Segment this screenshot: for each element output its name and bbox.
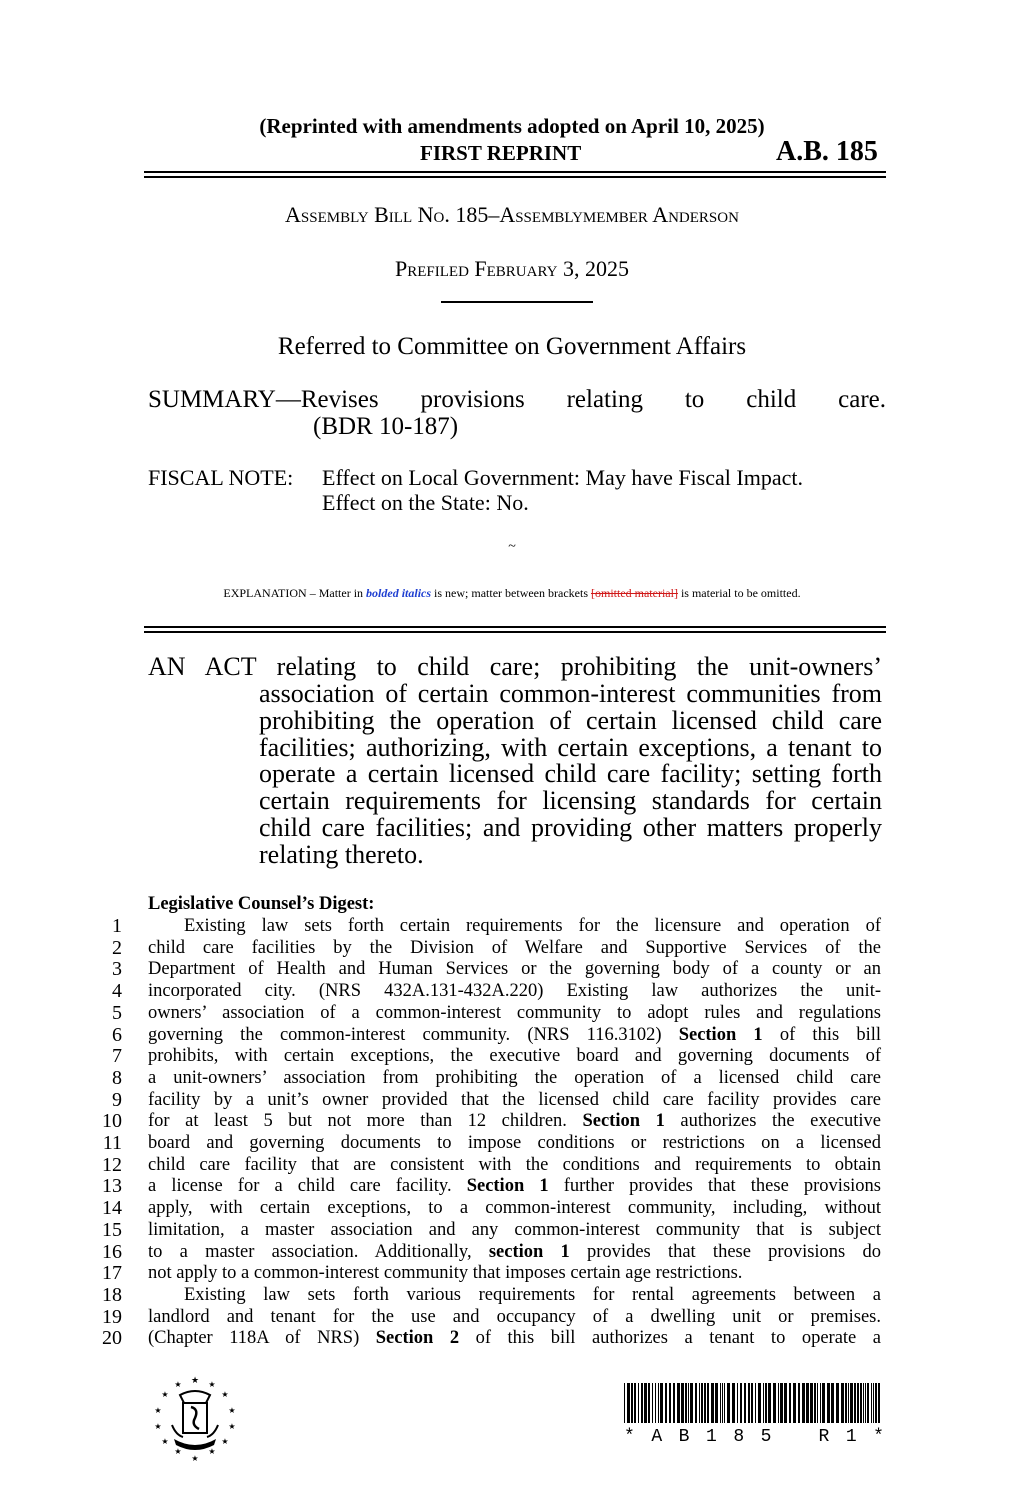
digest-text: prohibits, with certain exceptions, the executive board and governing documents of <box>148 1046 881 1067</box>
digest-text: landlord and tenant for the use and occupancy of a dwelling unit or premises. <box>148 1306 881 1327</box>
barcode-bar <box>780 1383 783 1423</box>
digest-line <box>148 981 881 1003</box>
digest-line <box>148 1133 881 1155</box>
barcode-bar <box>845 1383 847 1423</box>
section-reference: Section 1 <box>582 1111 665 1132</box>
explanation-text: is new; matter between brackets <box>431 586 591 600</box>
digest-text: owners’ association of a common-interest community to adopt rules and regulations <box>148 1002 881 1023</box>
barcode-bar <box>773 1383 776 1423</box>
svg-text:★: ★ <box>228 1422 236 1431</box>
barcode-bar <box>806 1383 809 1423</box>
digest-line-number: 19 <box>102 1305 122 1328</box>
barcode-bar <box>875 1383 877 1423</box>
barcode-bar <box>669 1383 671 1423</box>
barcode-bar <box>638 1383 639 1423</box>
digest-text: authorizes the executive <box>664 1111 881 1132</box>
committee-referral: Referred to Committee on Government Affairs <box>277 333 747 360</box>
digest-text: of this bill authorizes a tenant to operate a <box>459 1328 881 1349</box>
barcode-bar <box>624 1383 625 1423</box>
svg-text:★: ★ <box>221 1437 229 1446</box>
explanation-text: is material to be omitted. <box>677 586 801 600</box>
explanation-rule-bottom <box>144 631 886 633</box>
barcode-bar <box>817 1383 818 1423</box>
digest-line-number: 6 <box>112 1023 122 1046</box>
barcode-bar <box>724 1383 725 1423</box>
explanation-rule-top <box>144 626 886 628</box>
digest-line <box>184 916 881 938</box>
barcode-bar <box>836 1383 839 1423</box>
header-rule-top <box>144 171 886 173</box>
barcode-bar <box>658 1383 659 1423</box>
digest-line <box>184 1285 881 1307</box>
barcode-bar <box>677 1383 680 1423</box>
digest-text: a license for a child care facility. <box>148 1176 467 1197</box>
explanation-text: EXPLANATION – Matter in <box>223 586 367 600</box>
digest-line-number: 20 <box>102 1327 122 1350</box>
barcode-char: 1 <box>845 1427 857 1447</box>
tilde-mark: ~ <box>508 539 516 554</box>
barcode-bar <box>755 1383 756 1423</box>
barcode-bar <box>699 1383 700 1423</box>
barcode-bar <box>681 1383 684 1423</box>
barcode-bar <box>722 1383 723 1423</box>
digest-line <box>148 1263 881 1285</box>
digest-line-number: 18 <box>102 1283 122 1306</box>
summary-word: to <box>684 386 705 413</box>
svg-text:★: ★ <box>154 1422 162 1431</box>
barcode-bar <box>732 1383 735 1423</box>
barcode-bar <box>634 1383 636 1423</box>
barcode-char: R <box>818 1427 830 1447</box>
barcode-char: * <box>624 1427 635 1447</box>
digest-line-number: 10 <box>102 1110 122 1133</box>
svg-text:★: ★ <box>208 1447 216 1456</box>
svg-text:★: ★ <box>191 1454 199 1463</box>
digest-line <box>148 1176 881 1198</box>
short-divider <box>441 301 593 303</box>
summary-bdr: (BDR 10-187) <box>313 413 459 440</box>
header-rule-bottom <box>144 176 886 178</box>
digest-text: to a master association. Additionally, <box>148 1241 489 1262</box>
digest-line-number: 5 <box>112 1001 122 1024</box>
digest-line <box>148 1068 881 1090</box>
reprint-note: (Reprinted with amendments adopted on April 10, 2025) <box>259 114 765 138</box>
digest-title: Legislative Counsel’s Digest: <box>148 894 375 914</box>
barcode-bar <box>789 1383 791 1423</box>
digest-line-number: 1 <box>112 915 122 937</box>
barcode-bar <box>690 1383 693 1423</box>
barcode-bar <box>648 1383 650 1423</box>
barcode-bar <box>784 1383 787 1423</box>
prefiled-date: Prefiled February 3, 2025 <box>395 256 629 281</box>
barcode-bar <box>827 1383 830 1423</box>
digest-line-number: 14 <box>102 1197 122 1220</box>
digest-line <box>148 1111 881 1133</box>
barcode-bar <box>814 1383 816 1423</box>
barcode-bar <box>798 1383 800 1423</box>
digest-text: limitation, a master association and any common-interest community that is subject <box>148 1219 881 1240</box>
digest-line <box>148 1307 881 1329</box>
svg-text:★: ★ <box>174 1380 182 1389</box>
digest-text: child care facilities by the Division of Welfare and Supportive Services of the <box>148 937 881 958</box>
barcode-text <box>624 1427 884 1447</box>
summary-word: care. <box>838 386 886 413</box>
digest-line-number: 4 <box>112 980 122 1003</box>
barcode-bar <box>848 1383 849 1423</box>
svg-text:★: ★ <box>190 1375 200 1385</box>
barcode-bar <box>863 1383 864 1423</box>
svg-text:★: ★ <box>154 1406 162 1415</box>
barcode-char: * <box>873 1427 884 1447</box>
digest-line <box>148 1090 881 1112</box>
barcode-bar <box>878 1383 880 1423</box>
digest-line <box>148 938 881 960</box>
barcode-bar <box>820 1383 821 1423</box>
barcode-bar <box>751 1383 753 1423</box>
barcode-bar <box>810 1383 813 1423</box>
omitted-matter-sample: [omitted material] <box>590 586 678 600</box>
summary-word: relating <box>566 386 643 413</box>
barcode-bar <box>867 1383 869 1423</box>
digest-line-number: 15 <box>102 1218 122 1241</box>
barcode-bar <box>740 1383 742 1423</box>
digest-text: facility by a unit’s owner provided that the licensed child care facility provides care <box>148 1089 881 1110</box>
act-title-first-line: AN ACT relating to child care; prohibiting the unit-owners’ <box>148 652 882 681</box>
barcode-gap <box>788 1427 802 1447</box>
bill-title-line: Assembly Bill No. 185–Assemblymember Anderson <box>285 202 739 227</box>
act-title-body: association of certain common-interest communities from prohibiting the operation of certain licensed child care facilities; authorizing, with certain exceptions, a tenant to operate a certain licensed child care facility; setting forth certain requirements for licensing standards for certain child care facilities; and providing other matters properly relating thereto. <box>259 679 882 869</box>
bill-code: A.B. 185 <box>776 136 878 167</box>
digest-line <box>148 1046 881 1068</box>
barcode-bar <box>873 1383 874 1423</box>
summary-word: provisions <box>420 386 525 413</box>
digest-text: further provides that these provisions <box>548 1176 881 1197</box>
barcode-bar <box>701 1383 703 1423</box>
barcode-char: B <box>678 1427 690 1447</box>
barcode-graphic <box>624 1383 884 1423</box>
digest-line-number: 2 <box>112 936 122 959</box>
svg-text:★: ★ <box>221 1390 229 1399</box>
summary-word: SUMMARY—Revises <box>148 386 379 413</box>
digest-text: a unit-owners’ association from prohibiting the operation of a licensed child care <box>148 1067 881 1088</box>
digest-text: not apply to a common-interest community that imposes certain age restrictions. <box>148 1263 743 1284</box>
svg-text:★: ★ <box>228 1406 236 1415</box>
new-matter-sample: bolded italics <box>366 586 432 600</box>
barcode-bar <box>871 1383 872 1423</box>
barcode-bar <box>850 1383 853 1423</box>
barcode-bar <box>704 1383 706 1423</box>
barcode-bar <box>665 1383 667 1423</box>
svg-text:★: ★ <box>161 1390 169 1399</box>
section-reference: Section 1 <box>678 1024 763 1045</box>
summary-word: child <box>746 386 797 413</box>
barcode-bar <box>854 1383 856 1423</box>
digest-text: Existing law sets forth various requirements for rental agreements between a <box>184 1284 881 1305</box>
digest-line-number: 12 <box>102 1153 122 1176</box>
barcode-bar <box>660 1383 663 1423</box>
fiscal-note-label: FISCAL NOTE: <box>148 465 294 490</box>
section-reference: Section 1 <box>466 1176 549 1197</box>
digest-line-number: 9 <box>112 1088 122 1111</box>
barcode-bar <box>778 1383 779 1423</box>
digest-text: Existing law sets forth certain requirements for the licensure and operation of <box>184 916 881 936</box>
digest-text: apply, with certain exceptions, to a common-interest community, including, without <box>148 1198 881 1219</box>
digest-line-number: 3 <box>112 958 122 981</box>
digest-line-number: 13 <box>102 1175 122 1198</box>
barcode-char: 1 <box>705 1427 717 1447</box>
digest-line <box>148 1003 881 1025</box>
digest-text: governing the common-interest community. (NRS 116.3102) <box>148 1024 679 1045</box>
barcode-bar <box>685 1383 687 1423</box>
digest-text: board and governing documents to impose conditions or restrictions on a licensed <box>148 1133 881 1153</box>
barcode-bar <box>720 1383 721 1423</box>
barcode-bar <box>737 1383 738 1423</box>
digest-text: provides that these provisions do <box>569 1241 881 1262</box>
svg-text:★: ★ <box>208 1380 216 1389</box>
barcode-bar <box>841 1383 844 1423</box>
digest-text: of this bill <box>762 1024 881 1045</box>
barcode-bar <box>748 1383 750 1423</box>
digest-line-number: 11 <box>102 1132 122 1154</box>
digest-text: for at least 5 but not more than 12 children. <box>148 1111 583 1132</box>
summary-line <box>148 386 886 414</box>
reprint-label: FIRST REPRINT <box>420 141 582 165</box>
barcode-bar <box>793 1383 796 1423</box>
digest-line <box>148 1025 881 1047</box>
barcode-bar <box>765 1383 767 1423</box>
barcode-bar <box>865 1383 866 1423</box>
barcode-bar <box>688 1383 689 1423</box>
barcode-bar <box>831 1383 834 1423</box>
explanation-note <box>0 586 1024 601</box>
barcode-char: A <box>651 1427 663 1447</box>
barcode-bar <box>857 1383 859 1423</box>
barcode-char: 5 <box>760 1427 772 1447</box>
barcode-bar <box>644 1383 647 1423</box>
barcode-bar <box>758 1383 761 1423</box>
barcode-bar <box>673 1383 675 1423</box>
digest-line <box>148 1220 881 1242</box>
barcode-bar <box>655 1383 656 1423</box>
digest-text: child care facility that are consistent with the conditions and requirements to obtain <box>148 1154 881 1175</box>
barcode-bar <box>860 1383 862 1423</box>
digest-line <box>148 1155 881 1177</box>
digest-line <box>148 1198 881 1220</box>
digest-text: Department of Health and Human Services or the governing body of a county or an <box>148 959 881 980</box>
digest-line-number: 7 <box>112 1045 122 1068</box>
digest-line-number: 8 <box>112 1066 122 1089</box>
barcode-char: 8 <box>733 1427 745 1447</box>
svg-text:★: ★ <box>161 1437 169 1446</box>
section-reference: section 1 <box>488 1241 570 1262</box>
nevada-legislature-seal-icon <box>150 1373 240 1463</box>
barcode-bar <box>768 1383 771 1423</box>
barcode-bar <box>763 1383 764 1423</box>
barcode-bar <box>822 1383 825 1423</box>
digest-text: (Chapter 118A of NRS) <box>148 1328 376 1349</box>
barcode-bar <box>744 1383 746 1423</box>
barcode-bar <box>711 1383 714 1423</box>
barcode-bar <box>802 1383 805 1423</box>
barcode-bar <box>707 1383 709 1423</box>
fiscal-note-state: Effect on the State: No. <box>322 490 529 515</box>
barcode-bar <box>641 1383 643 1423</box>
section-reference: Section 2 <box>375 1328 460 1349</box>
barcode-bar <box>695 1383 697 1423</box>
digest-line <box>148 1242 881 1264</box>
svg-text:★: ★ <box>174 1447 182 1456</box>
barcode-bar <box>652 1383 653 1423</box>
digest-line <box>148 959 881 981</box>
barcode-bar <box>727 1383 730 1423</box>
digest-line-number: 16 <box>102 1240 122 1263</box>
barcode-bar <box>631 1383 633 1423</box>
fiscal-note-local: Effect on Local Government: May have Fiscal Impact. <box>322 465 803 490</box>
digest-line-number: 17 <box>102 1262 122 1285</box>
barcode-bar <box>715 1383 718 1423</box>
barcode-bar <box>627 1383 630 1423</box>
digest-text: incorporated city. (NRS 432A.131-432A.220) Existing law authorizes the unit- <box>148 981 881 1002</box>
digest-line <box>148 1328 881 1350</box>
